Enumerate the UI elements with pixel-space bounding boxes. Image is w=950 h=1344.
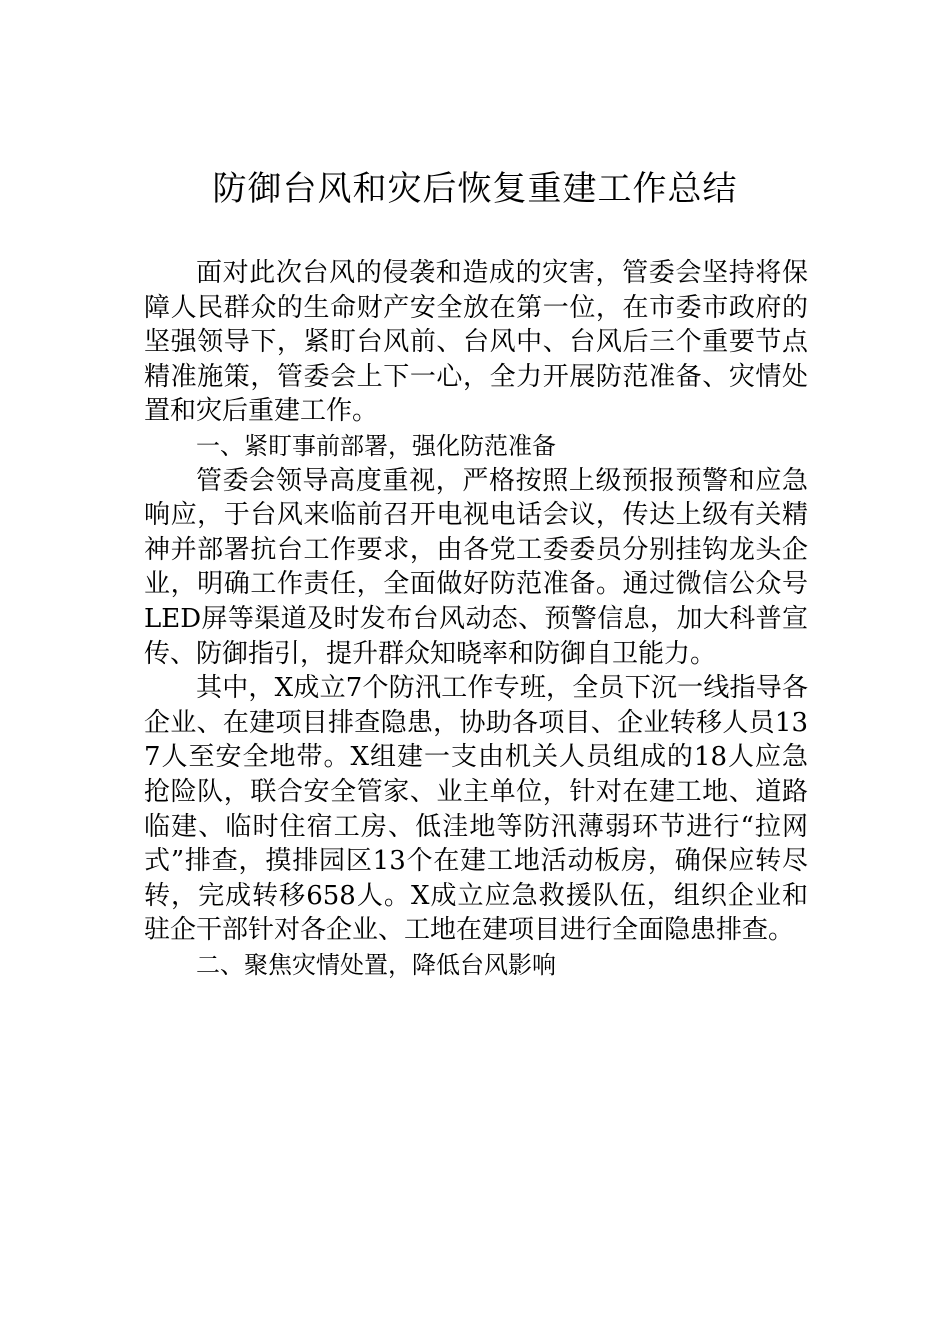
document-title: 防御台风和灾后恢复重建工作总结 xyxy=(212,169,738,209)
section-2-heading: 二、聚焦灾情处置，降低台风影响 xyxy=(196,950,556,979)
intro-paragraph: 面对此次台风的侵袭和造成的灾害，管委会坚持将保障人民群众的生命财产安全放在第一位，在市委市政府的坚强领导下，紧盯台风前、台风中、台风后三个重要节点精准施策，管委会上下一心，全力开展防范准备、灾情处置和灾后重建工作。 xyxy=(144,258,808,427)
section-1-paragraph-1: 管委会领导高度重视，严格按照上级预报预警和应急响应，于台风来临前召开电视电话会议，传达上级有关精神并部署抗台工作要求，由各党工委委员分别挂钩龙头企业，明确工作责任，全面做好防范准备。通过微信公众号LED屏等渠道及时发布台风动态、预警信息，加大科普宣传、防御指引，提升群众知晓率和防御自卫能力。 xyxy=(144,465,808,669)
section-1-paragraph-2: 其中，X成立7个防汛工作专班，全员下沉一线指导各企业、在建项目排查隐患，协助各项目、企业转移人员137人至安全地带。X组建一支由机关人员组成的18人应急抢险队，联合安全管家、业主单位，针对在建工地、道路临建、临时住宿工房、低洼地等防汛薄弱环节进行“拉网式”排查，摸排园区13个在建工地活动板房，确保应转尽转，完成转移658人。X成立应急救援队伍，组织企业和驻企干部针对各企业、工地在建项目进行全面隐患排查。 xyxy=(144,673,808,946)
document-body xyxy=(144,256,808,982)
section-1-heading: 一、紧盯事前部署，强化防范准备 xyxy=(196,431,556,460)
